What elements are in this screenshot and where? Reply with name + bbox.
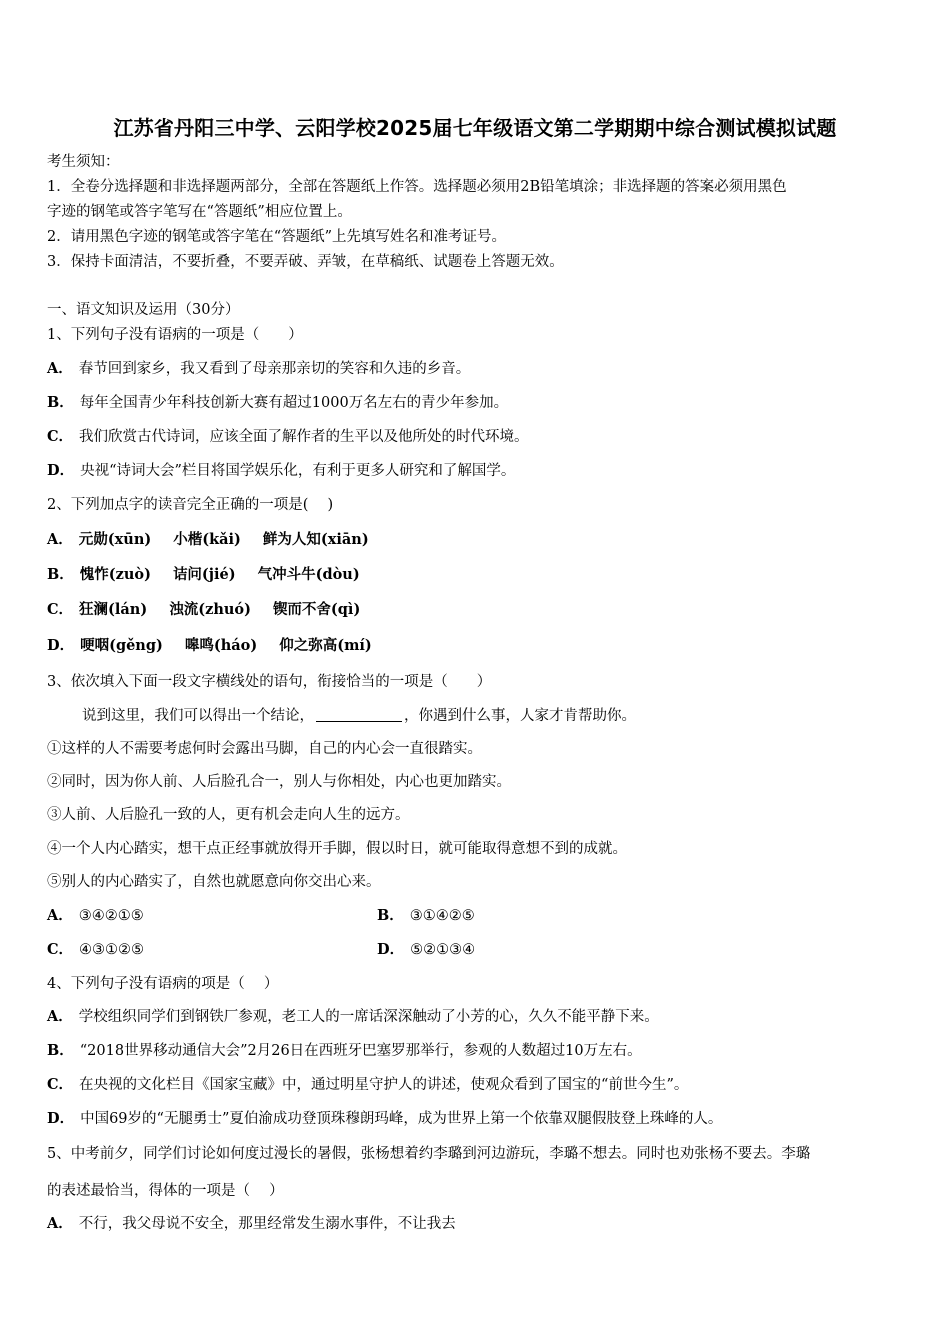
q4-option-d xyxy=(47,1108,722,1130)
pinyin-item: 哽咽(gěng) xyxy=(80,637,163,654)
q3-sentence: ③人前、人后脸孔一致的人，更有机会走向人生的远方。 xyxy=(47,807,410,823)
option-text: ③④②①⑤ xyxy=(78,908,144,924)
notice-item: 2．请用黑色字迹的钢笔或答字笔在“答题纸”上先填写姓名和准考证号。 xyxy=(47,229,507,245)
notice-heading: 考生须知： xyxy=(47,154,120,170)
question-3-stem: 3、依次填入下面一段文字横线处的语句，衔接恰当的一项是（ ） xyxy=(47,674,492,690)
pinyin-item: 小楷(kǎi) xyxy=(173,531,241,548)
option-text: ③①④②⑤ xyxy=(409,908,475,924)
question-1-stem: 1、下列句子没有语病的一项是（ ） xyxy=(47,327,303,343)
option-label: B． xyxy=(377,907,404,924)
pinyin-item: 诘问(jié) xyxy=(172,566,236,583)
q4-option-b xyxy=(47,1040,642,1062)
q4-option-a xyxy=(47,1006,659,1028)
option-label: C． xyxy=(47,601,74,618)
q3-option-b xyxy=(377,905,475,927)
option-label: D． xyxy=(47,1110,75,1127)
option-text: 学校组织同学们到钢铁厂参观，老工人的一席话深深触动了小芳的心，久久不能平静下来。 xyxy=(78,1009,659,1025)
q5-option-a xyxy=(47,1213,456,1235)
q3-sentence: ⑤别人的内心踏实了，自然也就愿意向你交出心来。 xyxy=(47,874,381,890)
option-text: 每年全国青少年科技创新大赛有超过1000万名左右的青少年参加。 xyxy=(79,395,509,411)
pinyin-item: 浊流(zhuó) xyxy=(169,601,251,618)
notice-item: 字迹的钢笔或答字笔写在“答题纸”相应位置上。 xyxy=(47,204,352,220)
pinyin-item: 鲜为人知(xiān) xyxy=(262,531,369,548)
passage-text: 说到这里，我们可以得出一个结论， xyxy=(82,708,314,724)
q2-option-b xyxy=(47,564,382,586)
q2-option-a xyxy=(47,529,391,551)
fill-blank xyxy=(316,707,402,722)
option-label: C． xyxy=(47,1076,74,1093)
pinyin-item: 狂澜(lán) xyxy=(79,601,148,618)
notice-item: 1．全卷分选择题和非选择题两部分，全部在答题纸上作答。选择题必须用2B铅笔填涂；非选择题的答案必须用黑色 xyxy=(47,179,787,195)
pinyin-item: 锲而不舍(qì) xyxy=(272,601,361,618)
option-label: A． xyxy=(47,1215,73,1232)
option-label: D． xyxy=(47,462,75,479)
option-text: 中国69岁的“无腿勇士”夏伯渝成功登顶珠穆朗玛峰，成为世界上第一个依靠双腿假肢登上珠峰的人。 xyxy=(80,1111,723,1127)
option-label: D． xyxy=(47,637,75,654)
option-text: 我们欣赏古代诗词，应该全面了解作者的生平以及他所处的时代环境。 xyxy=(79,429,529,445)
pinyin-item: 愧怍(zuò) xyxy=(79,566,151,583)
option-label: D． xyxy=(377,941,405,958)
option-label: A． xyxy=(47,1008,73,1025)
option-label: C． xyxy=(47,428,74,445)
notice-item: 3．保持卡面清洁，不要折叠，不要弄破、弄皱，在草稿纸、试题卷上答题无效。 xyxy=(47,254,564,270)
option-text: ⑤②①③④ xyxy=(410,942,476,958)
q4-option-c xyxy=(47,1074,688,1096)
q3-option-a xyxy=(47,905,144,927)
page-title: 江苏省丹阳三中学、云阳学校2025届七年级语文第二学期期中综合测试模拟试题 xyxy=(113,116,837,140)
q1-option-c xyxy=(47,426,529,448)
question-5-stem: 5、中考前夕，同学们讨论如何度过漫长的暑假，张杨想着约李璐到河边游玩，李璐不想去。同时也劝张杨不要去。李璐 xyxy=(47,1146,811,1162)
question-5-stem-cont: 的表述最恰当，得体的一项是（ ） xyxy=(47,1183,284,1199)
option-text: 央视“诗词大会”栏目将国学娱乐化，有利于更多人研究和了解国学。 xyxy=(80,463,516,479)
question-2-stem: 2、下列加点字的读音完全正确的一项是( ) xyxy=(47,497,334,513)
option-label: B． xyxy=(47,566,74,583)
q3-sentence: ②同时，因为你人前、人后脸孔合一，别人与你相处，内心也更加踏实。 xyxy=(47,774,511,790)
q1-option-a xyxy=(47,358,470,380)
option-text: “2018世界移动通信大会”2月26日在西班牙巴塞罗那举行，参观的人数超过10万左右。 xyxy=(79,1043,642,1059)
pinyin-item: 元勋(xūn) xyxy=(78,531,152,548)
q2-option-d xyxy=(47,635,394,657)
option-text: 在央视的文化栏目《国家宝藏》中，通过明星守护人的讲述，使观众看到了国宝的“前世今生”。 xyxy=(79,1077,689,1093)
q3-sentence: ①这样的人不需要考虑何时会露出马脚，自己的内心会一直很踏实。 xyxy=(47,741,482,757)
option-label: B． xyxy=(47,394,74,411)
section-heading: 一、语文知识及运用（30分） xyxy=(47,302,240,318)
option-text: 不行，我父母说不安全，那里经常发生溺水事件，不让我去 xyxy=(78,1216,456,1232)
question-4-stem: 4、下列句子没有语病的项是（ ） xyxy=(47,976,279,992)
q1-option-d xyxy=(47,460,515,482)
q2-option-c xyxy=(47,599,382,621)
pinyin-item: 气冲斗牛(dòu) xyxy=(257,566,360,583)
option-label: B． xyxy=(47,1042,74,1059)
option-label: A． xyxy=(47,531,73,548)
q1-option-b xyxy=(47,392,508,414)
pinyin-item: 仰之弥高(mí) xyxy=(279,637,372,654)
q3-sentence: ④一个人内心踏实，想干点正经事就放得开手脚，假以时日，就可能取得意想不到的成就。 xyxy=(47,841,627,857)
option-text: ④③①②⑤ xyxy=(79,942,145,958)
option-label: A． xyxy=(47,360,73,377)
q3-option-d xyxy=(377,939,475,961)
pinyin-item: 嗥鸣(háo) xyxy=(184,637,258,654)
q3-option-c xyxy=(47,939,144,961)
option-label: A． xyxy=(47,907,73,924)
q3-passage xyxy=(82,705,636,727)
option-label: C． xyxy=(47,941,74,958)
option-text: 春节回到家乡，我又看到了母亲那亲切的笑容和久违的乡音。 xyxy=(78,361,471,377)
passage-text: ，你遇到什么事，人家才肯帮助你。 xyxy=(404,708,636,724)
